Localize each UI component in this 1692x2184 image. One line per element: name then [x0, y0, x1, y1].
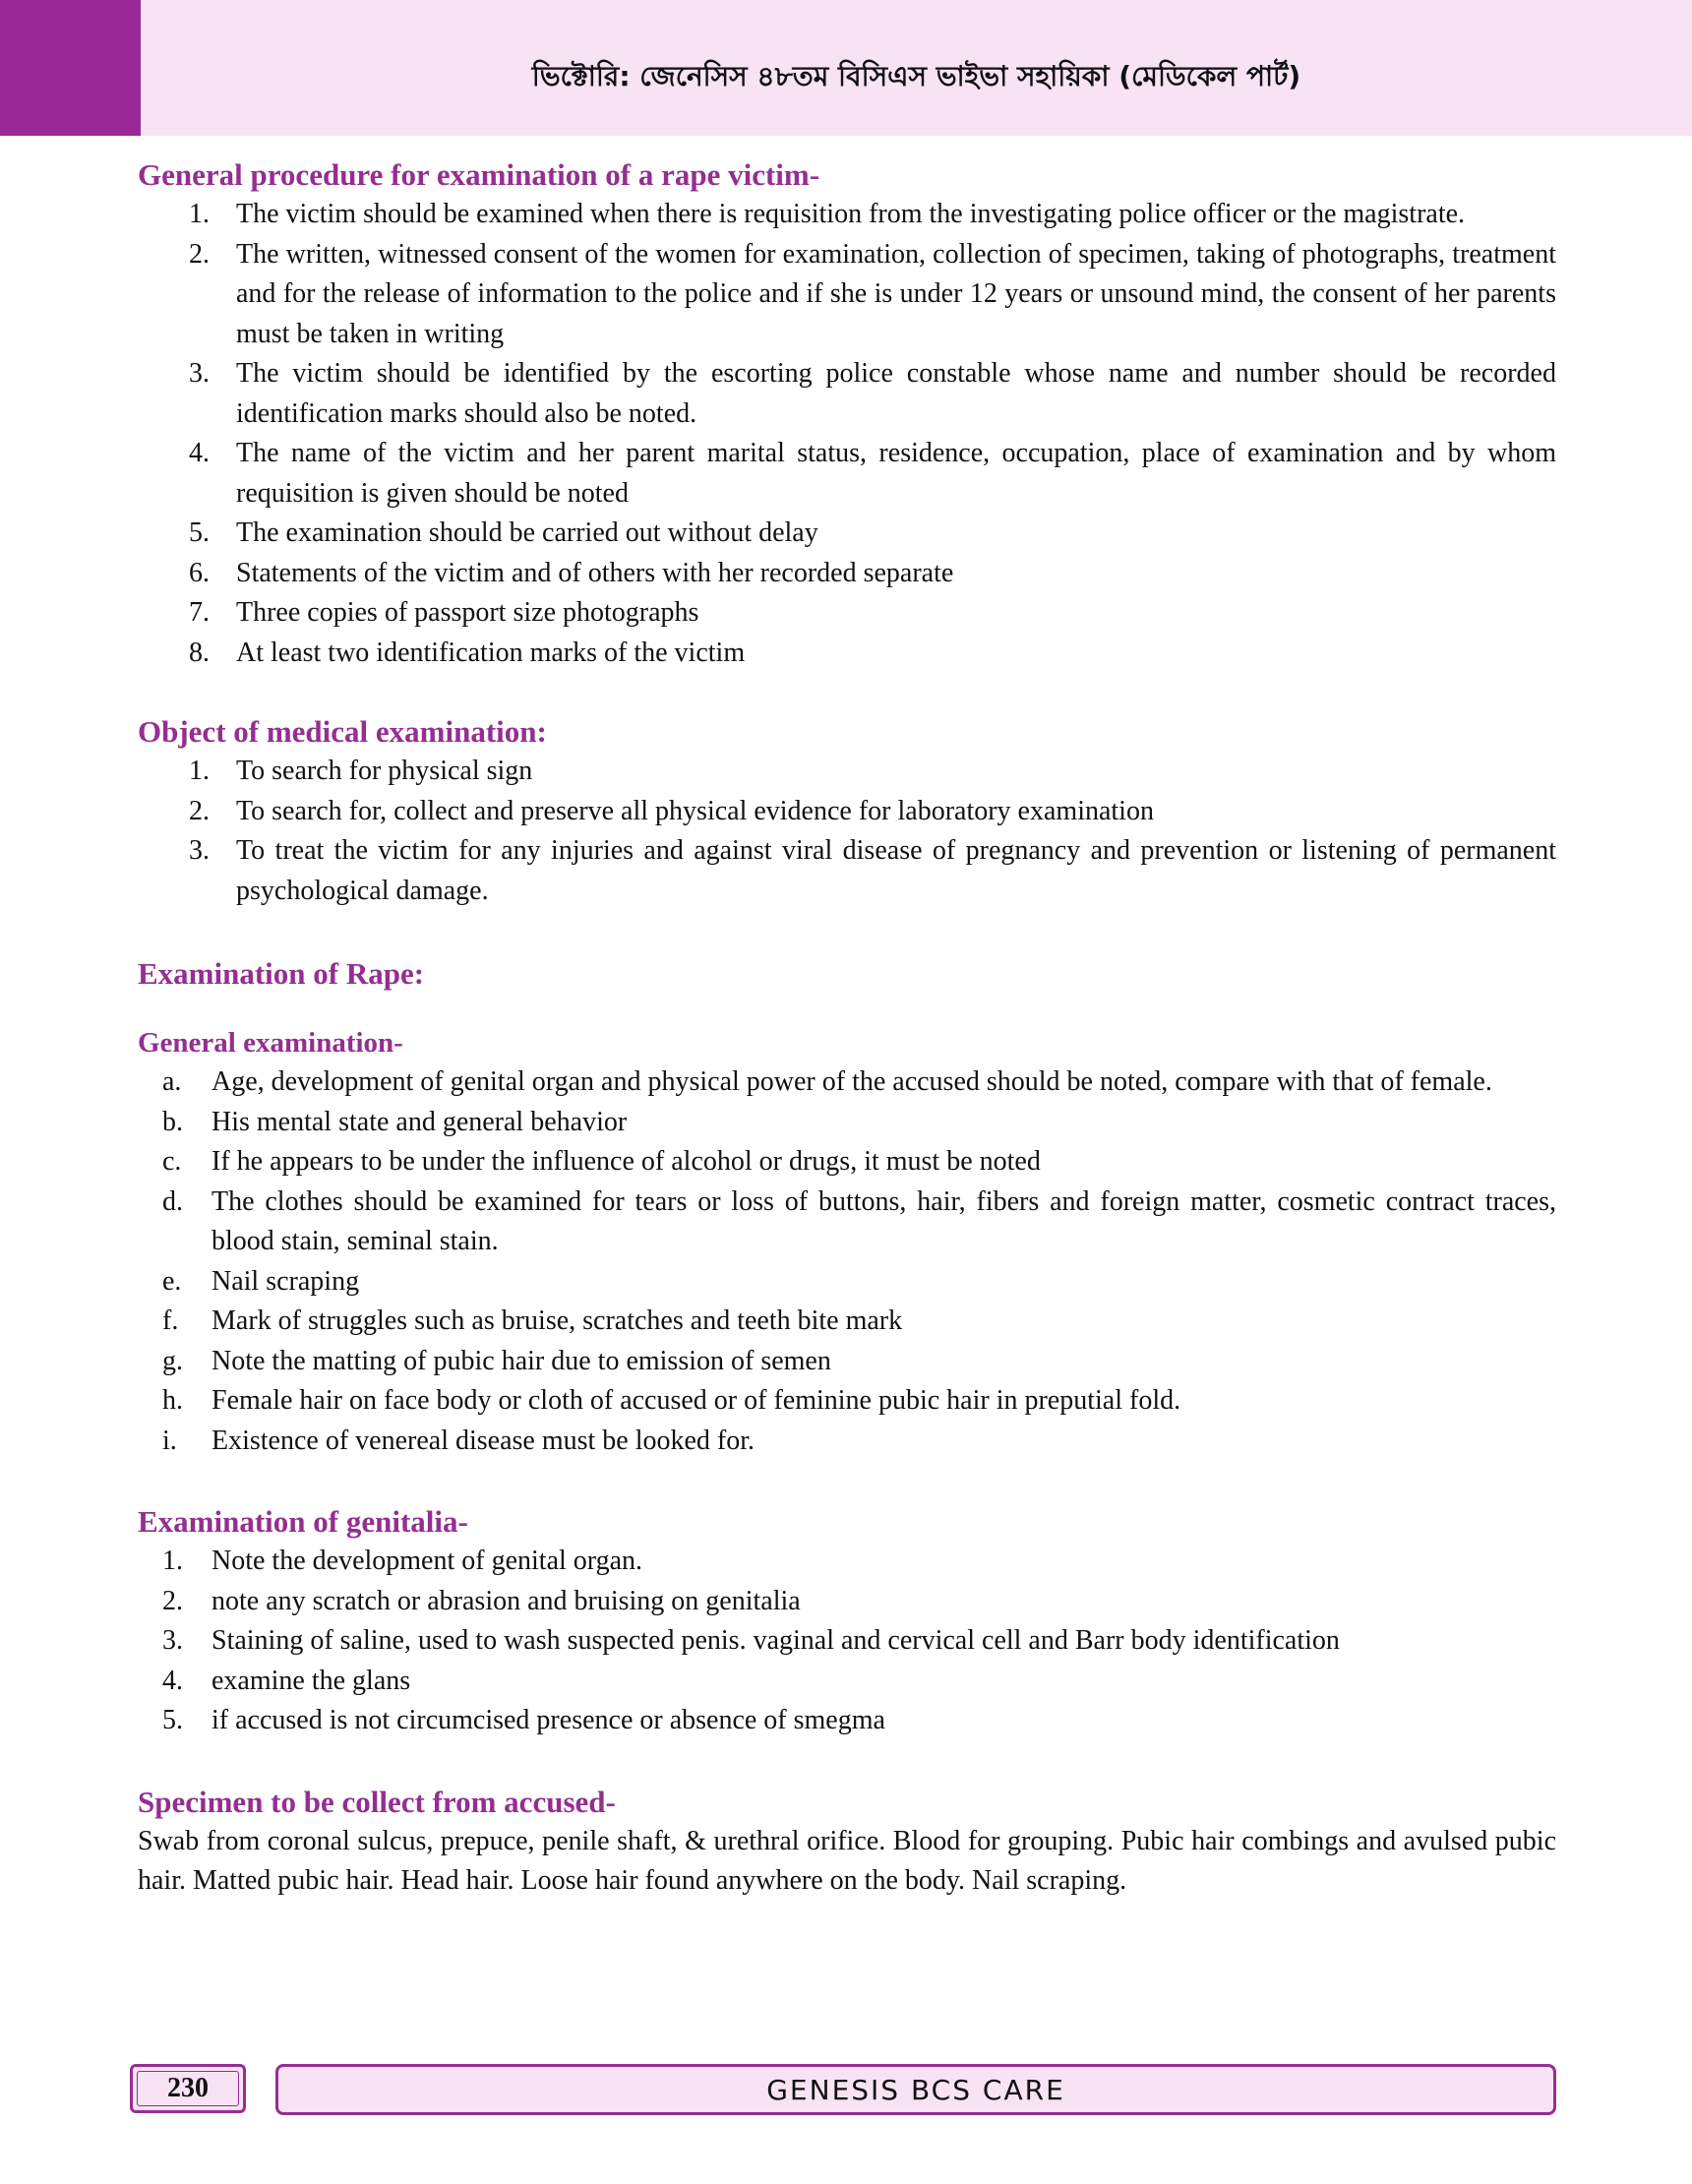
list-item-marker: e. — [162, 1265, 182, 1297]
list-item — [138, 1103, 1556, 1143]
section-heading-genitalia: Examination of genitalia- — [138, 1504, 468, 1539]
list-item — [138, 1621, 1556, 1662]
list-item-marker: 3. — [162, 1625, 183, 1656]
list-item — [138, 1662, 1556, 1702]
section-heading-general-examination: General examination- — [138, 1027, 403, 1059]
list-item — [138, 1381, 1556, 1422]
list-item-text: His mental state and general behavior — [212, 1106, 628, 1137]
list-item — [138, 1542, 1556, 1582]
list-item-marker: 5. — [162, 1705, 183, 1735]
general-examination-list — [138, 1062, 1556, 1461]
list-item-text: Staining of saline, used to wash suspected penis. vaginal and cervical cell and Barr body identification — [212, 1625, 1340, 1656]
list-item-marker: d. — [162, 1185, 183, 1217]
list-item-marker: h. — [162, 1385, 183, 1416]
page-header — [0, 0, 1692, 136]
list-item-text: Three copies of passport size photographs — [236, 597, 699, 628]
general-procedure-list — [138, 195, 1556, 673]
footer-brand: GENESIS BCS CARE — [275, 2064, 1556, 2115]
list-item-marker: 4. — [189, 438, 210, 468]
list-item-text: The victim should be identified by the escorting police constable whose name and number should be recorded identification marks should also be noted. — [236, 358, 1556, 429]
list-item-marker: f. — [162, 1305, 179, 1336]
list-item-marker: g. — [162, 1345, 183, 1376]
list-item-text: Existence of venereal disease must be looked for. — [212, 1425, 755, 1456]
list-item-text: Statements of the victim and of others with her recorded separate — [236, 557, 954, 588]
list-item-text: The clothes should be examined for tears or loss of buttons, hair, fibers and foreign matter, cosmetic contract traces, blood stain, seminal stain. — [212, 1185, 1556, 1256]
section-heading-examination-of-rape: Examination of Rape: — [138, 956, 425, 991]
list-item — [138, 831, 1556, 911]
page-content — [138, 155, 1556, 1902]
header-accent-block — [0, 0, 141, 136]
list-item — [138, 752, 1556, 792]
list-item — [138, 354, 1556, 434]
list-item-text: Note the matting of pubic hair due to emission of semen — [212, 1345, 831, 1376]
page-number: 230 — [137, 2071, 239, 2106]
list-item-text: To treat the victim for any injuries and against viral disease of pregnancy and prevention or listening of permanent psychological damage. — [236, 835, 1556, 906]
list-item-marker: 3. — [189, 835, 210, 866]
list-item-marker: c. — [162, 1146, 182, 1177]
list-item-marker: 6. — [189, 557, 210, 588]
list-item-text: The examination should be carried out without delay — [236, 517, 818, 548]
list-item — [138, 1262, 1556, 1303]
list-item — [138, 1422, 1556, 1462]
list-item — [138, 434, 1556, 514]
list-item-marker: 5. — [189, 517, 210, 548]
list-item-marker: b. — [162, 1106, 183, 1137]
list-item — [138, 195, 1556, 235]
list-item-marker: 7. — [189, 597, 210, 628]
list-item-text: Female hair on face body or cloth of accused or of feminine pubic hair in preputial fold. — [212, 1385, 1181, 1416]
list-item — [138, 1062, 1556, 1103]
list-item — [138, 1342, 1556, 1382]
list-item-marker: 1. — [162, 1546, 183, 1576]
genitalia-list — [138, 1542, 1556, 1741]
specimen-paragraph: Swab from coronal sulcus, prepuce, penile shaft, & urethral orifice. Blood for grouping. Pubic hair combings and avulsed pubic hair. Matted pubic hair. Head hair. Loose hair found anywhere on the body. Nail scraping. — [138, 1825, 1556, 1896]
list-item-text: Age, development of genital organ and physical power of the accused should be noted, compare with that of female. — [212, 1066, 1492, 1097]
list-item — [138, 1701, 1556, 1741]
page-number-box — [130, 2064, 246, 2113]
list-item-text: To search for, collect and preserve all physical evidence for laboratory examination — [236, 795, 1154, 826]
list-item-marker: 1. — [189, 756, 210, 786]
list-item — [138, 634, 1556, 674]
list-item-text: Mark of struggles such as bruise, scratches and teeth bite mark — [212, 1305, 903, 1336]
list-item-marker: 2. — [189, 795, 210, 826]
list-item — [138, 593, 1556, 634]
list-item-text: Nail scraping — [212, 1265, 360, 1297]
list-item — [138, 235, 1556, 355]
list-item-marker: i. — [162, 1425, 177, 1456]
list-item-text: At least two identification marks of the victim — [236, 637, 746, 668]
list-item — [138, 1142, 1556, 1183]
section-heading-specimen: Specimen to be collect from accused- — [138, 1784, 616, 1819]
list-item-text: note any scratch or abrasion and bruising on genitalia — [212, 1585, 801, 1616]
list-item — [138, 1302, 1556, 1342]
list-item — [138, 1183, 1556, 1262]
header-title: ভিক্টোরি: জেনেসিস ৪৮তম বিসিএস ভাইভা সহায়িকা (মেডিকেল পার্ট) — [531, 60, 1301, 92]
list-item-marker: 2. — [189, 238, 210, 270]
list-item — [138, 792, 1556, 832]
list-item-marker: 2. — [162, 1585, 183, 1616]
list-item-text: Note the development of genital organ. — [212, 1546, 643, 1576]
list-item — [138, 554, 1556, 594]
list-item-text: If he appears to be under the influence of alcohol or drugs, it must be noted — [212, 1146, 1041, 1177]
list-item-marker: 1. — [189, 199, 210, 229]
list-item-marker: 8. — [189, 637, 210, 668]
list-item-text: The written, witnessed consent of the women for examination, collection of specimen, taking of photographs, treatment and for the release of information to the police and if she is under 12 years or unsound mind, the consent of her parents must be taken in writing — [236, 238, 1556, 349]
object-exam-list — [138, 752, 1556, 911]
section-heading-object-exam: Object of medical examination: — [138, 714, 547, 749]
list-item-marker: 4. — [162, 1665, 183, 1696]
list-item-text: To search for physical sign — [236, 756, 533, 786]
list-item — [138, 514, 1556, 554]
list-item-text: The name of the victim and her parent marital status, residence, occupation, place of examination and by whom requisition is given should be noted — [236, 438, 1556, 509]
list-item-marker: a. — [162, 1066, 182, 1097]
list-item-marker: 3. — [189, 358, 210, 389]
section-heading-general-procedure: General procedure for examination of a rape victim- — [138, 157, 820, 192]
list-item-text: if accused is not circumcised presence or absence of smegma — [212, 1705, 885, 1735]
list-item — [138, 1582, 1556, 1622]
list-item-text: examine the glans — [212, 1665, 411, 1696]
list-item-text: The victim should be examined when there is requisition from the investigating police officer or the magistrate. — [236, 199, 1466, 229]
